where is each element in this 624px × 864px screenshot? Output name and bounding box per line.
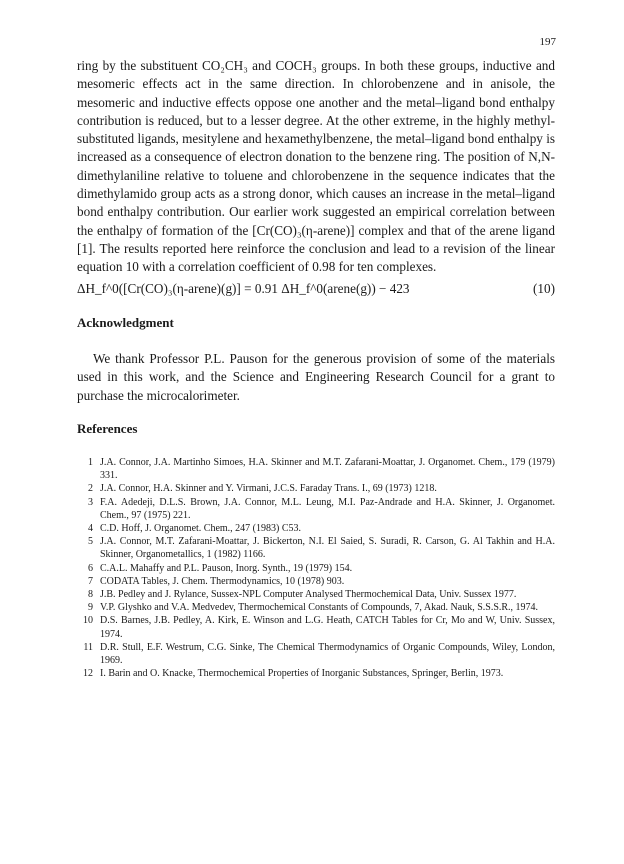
- reference-number: 8: [88, 589, 93, 601]
- reference-text: C.A.L. Mahaffy and P.L. Pauson, Inorg. Synth., 19 (1979) 154.: [100, 562, 353, 574]
- reference-item: [77, 601, 555, 614]
- reference-item: [77, 482, 555, 495]
- reference-text: D.R. Stull, E.F. Westrum, C.G. Sinke, The Chemical Thermodynamics of Organic Compounds, Wiley, London, 1969.: [100, 641, 555, 667]
- reference-item: [77, 496, 555, 522]
- reference-list: [77, 456, 555, 680]
- reference-item: [77, 641, 555, 667]
- acknowledgment-heading: Acknowledgment: [77, 315, 174, 330]
- reference-text: D.S. Barnes, J.B. Pedley, A. Kirk, E. Winson and L.G. Heath, CATCH Tables for Cr, Mo and W, Univ. Sussex, 1974.: [100, 615, 555, 640]
- reference-item: [77, 456, 555, 482]
- reference-text: J.A. Connor, H.A. Skinner and Y. Virmani, J.C.S. Faraday Trans. I., 69 (1973) 1218.: [100, 483, 437, 495]
- reference-text: CODATA Tables, J. Chem. Thermodynamics, 10 (1978) 903.: [100, 575, 345, 587]
- reference-text: J.A. Connor, J.A. Martinho Simoes, H.A. Skinner and M.T. Zafarani-Moattar, J. Organomet. Chem., 179 (1979) 331.: [100, 457, 555, 482]
- equation-10: [77, 280, 555, 298]
- reference-item: [77, 575, 555, 588]
- reference-text: V.P. Glyshko and V.A. Medvedev, Thermochemical Constants of Compounds, 7, Akad. Nauk, S.S.S.R., 1974.: [100, 602, 539, 614]
- reference-text: I. Barin and O. Knacke, Thermochemical Properties of Inorganic Substances, Springer, Berlin, 1973.: [100, 668, 504, 680]
- reference-number: 7: [88, 575, 93, 587]
- body-paragraph: ring by the substituent CO₂CH₃ and COCH₃ groups. In both these groups, inductive and mesomeric effects act in the same direction. In chlorobenzene and in anisole, the mesomeric and inductive effects oppose one another and the metal–ligand bond enthalpy contribution is reduced, but to a lesser degree. At the other extreme, in the highly methyl-substituted ligands, mesitylene and hexamethylbenzene, the metal–ligand bond enthalpy is increased as a consequence of electron donation to the benzene ring. The position of N,N-dimethylaniline relative to toluene and chlorobenzene in the sequence indicates that the dimethylamido group acts as a strong donor, which causes an increase in the metal–ligand bond enthalpy contribution. Our earlier work suggested an empirical correlation between the enthalpy of formation of the [Cr(CO)₃(η-arene)] complex and that of the arene ligand [1]. The results reported here reinforce the conclusion and lead to a revision of the linear equation 10 with a correlation coefficient of 0.98 for ten complexes.: [77, 58, 555, 275]
- reference-item: [77, 588, 555, 601]
- reference-number: 6: [88, 562, 93, 574]
- reference-item: [77, 522, 555, 535]
- reference-item: [77, 614, 555, 640]
- reference-number: 12: [83, 668, 93, 680]
- reference-number: 10: [83, 615, 93, 627]
- reference-text: J.B. Pedley and J. Rylance, Sussex-NPL Computer Analysed Thermochemical Data, Univ. Sussex 1977.: [100, 589, 517, 601]
- equation-text: ΔH_f^0([Cr(CO)₃(η-arene)(g)] = 0.91 ΔH_f^0(arene(g)) − 423: [77, 281, 410, 296]
- references-heading: References: [77, 421, 138, 436]
- reference-number: 9: [88, 602, 93, 614]
- reference-number: 5: [88, 536, 93, 548]
- reference-text: C.D. Hoff, J. Organomet. Chem., 247 (1983) C53.: [100, 523, 302, 535]
- reference-number: 1: [88, 457, 93, 468]
- acknowledgment-text: We thank Professor P.L. Pauson for the generous provision of some of the materials used in this work, and the Science and Engineering Research Council for a grant to purchase the microcalorimeter.: [77, 351, 555, 403]
- equation-number: (10): [533, 281, 555, 296]
- reference-text: F.A. Adedeji, D.L.S. Brown, J.A. Connor, M.L. Leung, M.I. Paz-Andrade and H.A. Skinner, J. Organomet. Chem., 97 (1975) 221.: [100, 496, 555, 521]
- reference-item: [77, 562, 555, 575]
- reference-number: 3: [88, 496, 93, 508]
- reference-number: 11: [83, 641, 93, 653]
- reference-item: [77, 535, 555, 561]
- reference-number: 2: [88, 483, 93, 495]
- reference-text: J.A. Connor, M.T. Zafarani-Moattar, J. Bickerton, N.I. El Saied, S. Suradi, R. Carson, G. Al Takhin and H.A. Skinner, Organometallics, 1 (1982) 1166.: [100, 536, 555, 561]
- page-number: 197: [539, 36, 556, 48]
- reference-item: [77, 667, 555, 680]
- reference-number: 4: [88, 523, 93, 535]
